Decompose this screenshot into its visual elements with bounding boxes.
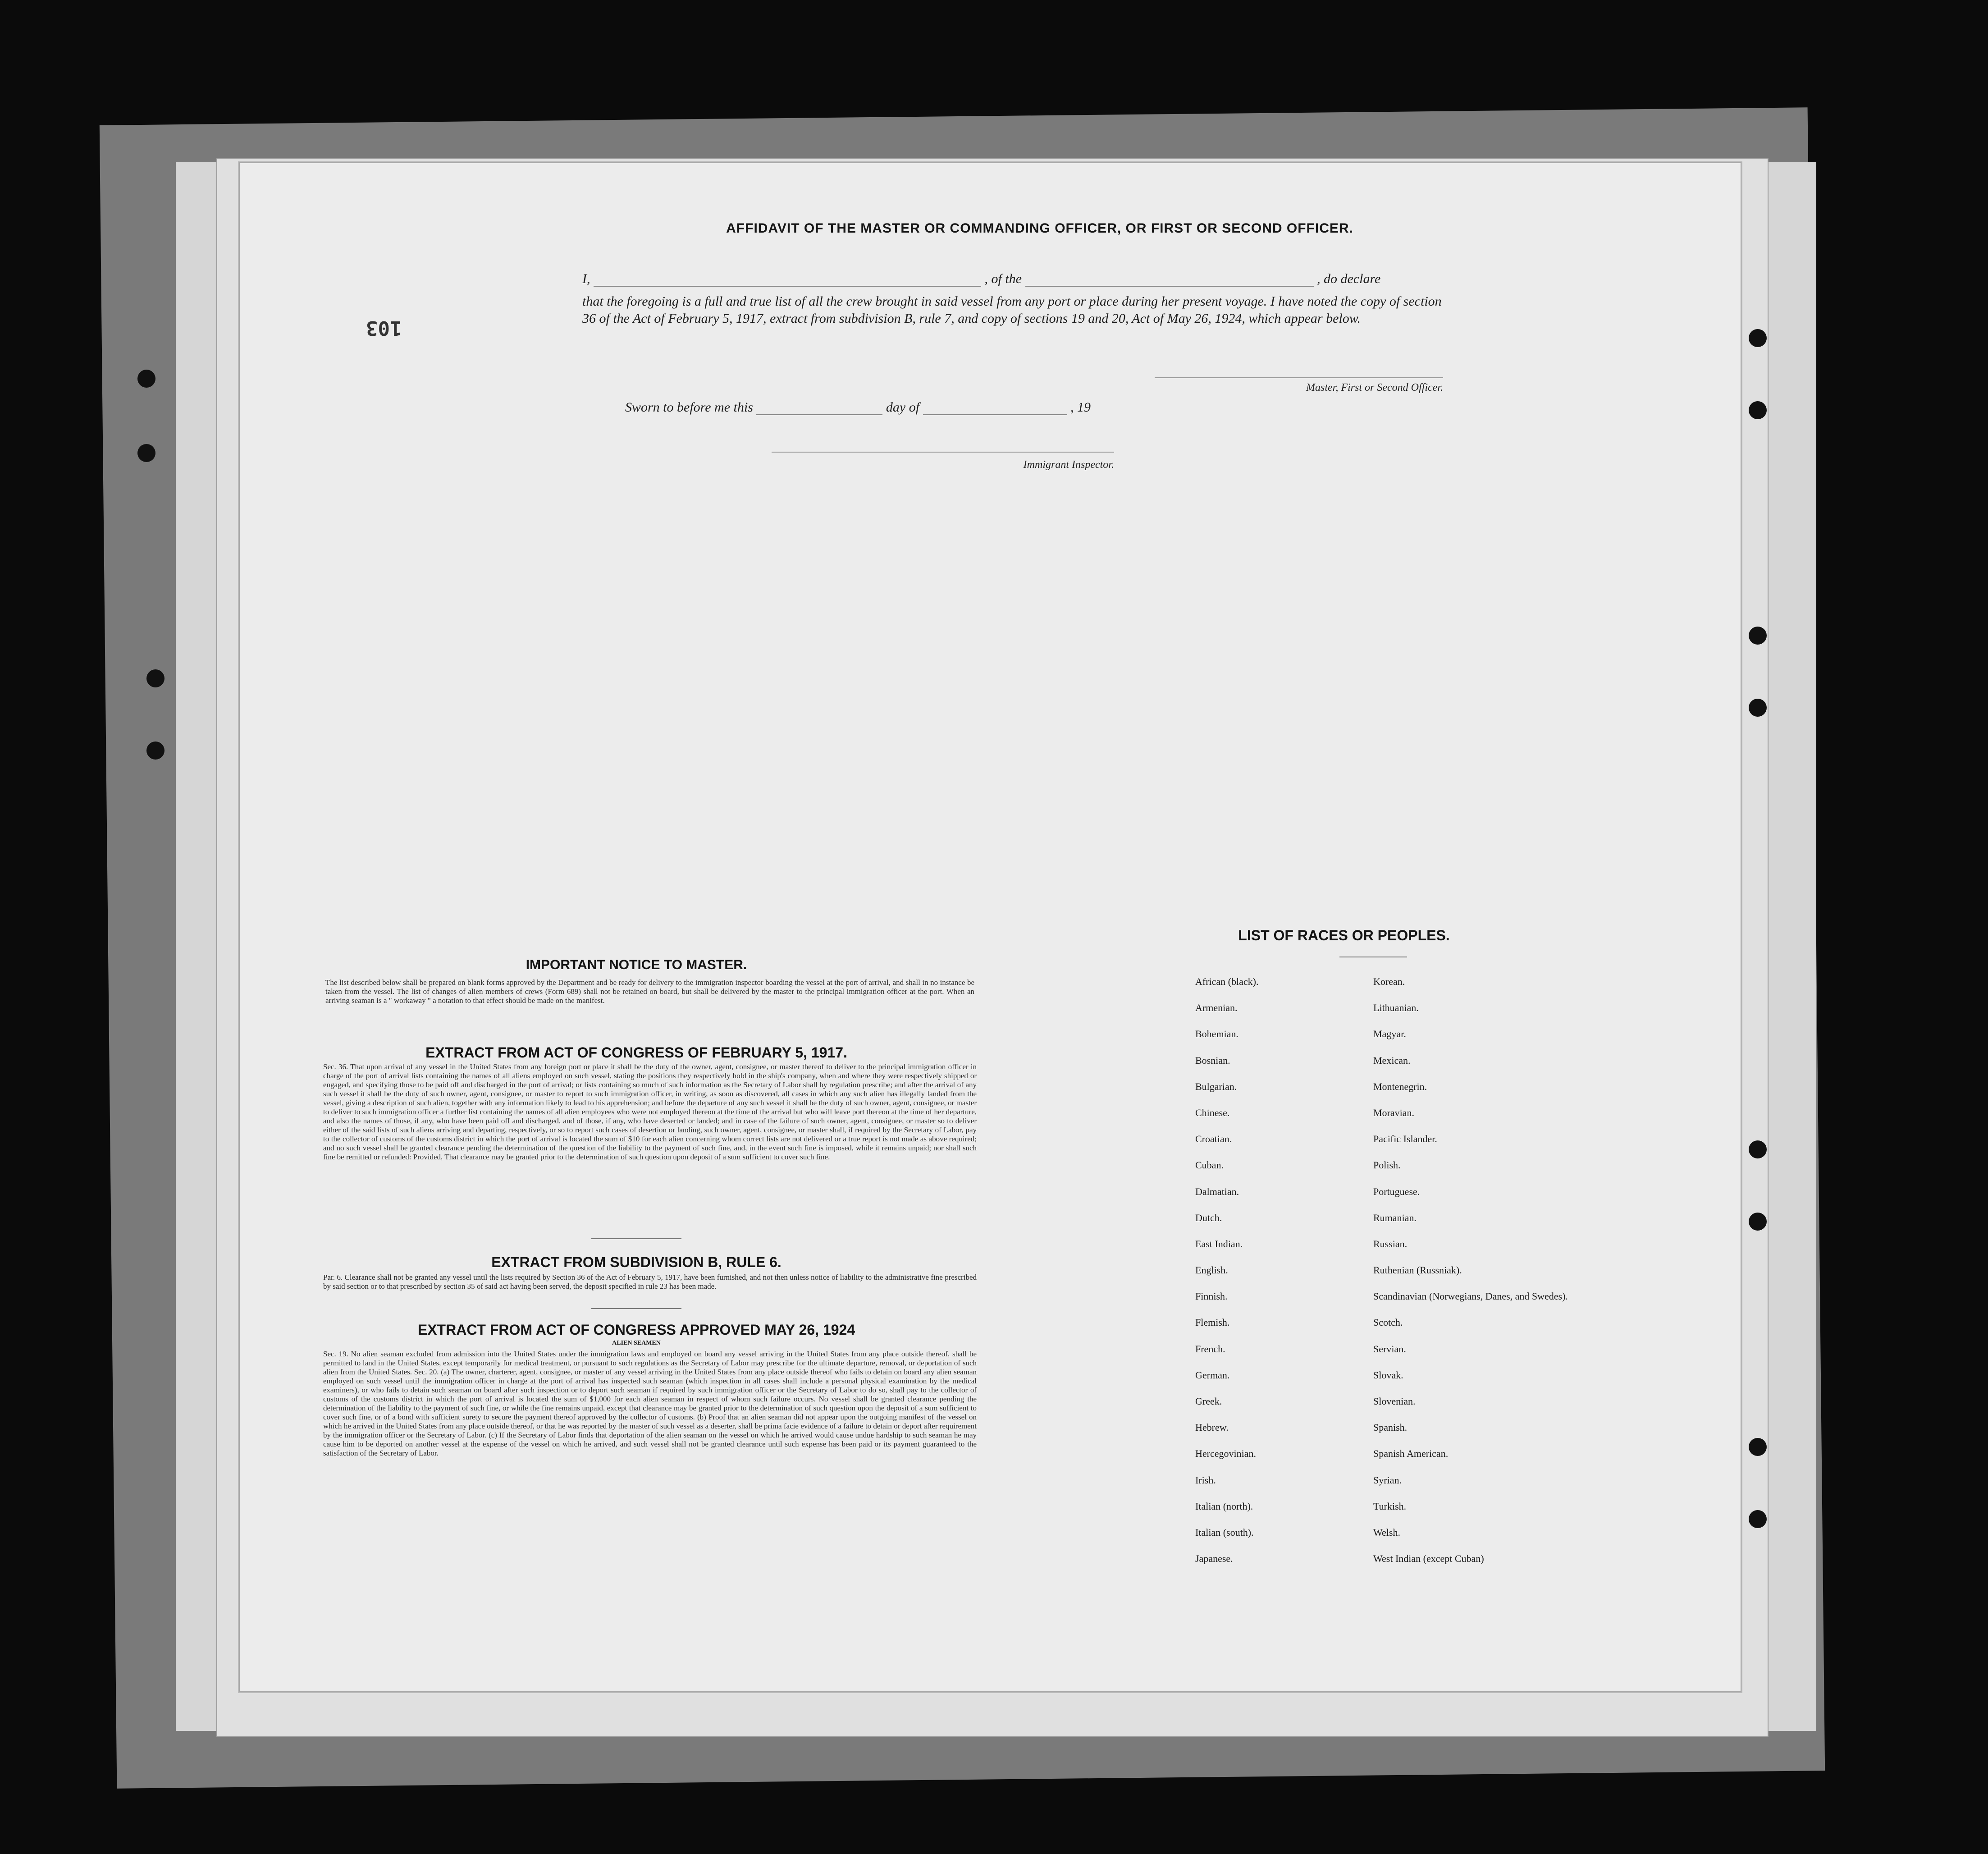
race-item: English. [1195, 1264, 1228, 1276]
race-item: Dalmatian. [1195, 1186, 1239, 1197]
sworn-day: day of [886, 400, 920, 415]
races-right-column [1373, 976, 1568, 1579]
race-item: Chinese. [1195, 1107, 1230, 1118]
race-item: African (black). [1195, 976, 1259, 987]
sworn-month-field[interactable] [923, 403, 1067, 415]
race-item: Japanese. [1195, 1553, 1233, 1565]
sworn-line [625, 400, 1211, 415]
race-item: Russian. [1373, 1238, 1408, 1250]
race-item: Italian (south). [1195, 1526, 1254, 1538]
race-item: Bosnian. [1195, 1054, 1230, 1066]
declaration-body: that the foregoing is a full and true list of all the crew brought in said vessel from any port or place during her present voyage. I have noted the copy of section 36 of the Act of February 5, 1917, extract from subdivision B, rule 7, and copy of sections 19 and 20, Act of May 26, 1924, which appear below. [582, 294, 1442, 326]
race-item: Moravian. [1373, 1107, 1415, 1118]
race-item: Ruthenian (Russniak). [1373, 1264, 1462, 1276]
signature-line[interactable] [1155, 377, 1443, 378]
race-item: Dutch. [1195, 1212, 1222, 1223]
races-left-column [1195, 976, 1258, 1579]
vessel-field[interactable] [1025, 274, 1314, 287]
race-item: West Indian (except Cuban) [1373, 1553, 1484, 1565]
race-item: Flemish. [1195, 1317, 1230, 1328]
race-item: Irish. [1195, 1474, 1216, 1486]
declare-of-the: , of the [984, 271, 1022, 286]
declaration-line [582, 271, 1452, 287]
race-item: East Indian. [1195, 1238, 1243, 1250]
punch-hole [137, 370, 155, 388]
race-item: Bohemian. [1195, 1028, 1239, 1040]
declare-i: I, [582, 271, 590, 286]
page-number: 103 [366, 316, 402, 339]
punch-hole [1749, 401, 1767, 419]
race-item: Hercegovinian. [1195, 1448, 1256, 1460]
race-item: Korean. [1373, 976, 1405, 987]
race-item: Servian. [1373, 1343, 1406, 1355]
race-item: Portuguese. [1373, 1186, 1420, 1197]
extract-1917-heading: EXTRACT FROM ACT OF CONGRESS OF FEBRUARY 5, 1917. [425, 1044, 847, 1061]
race-item: Croatian. [1195, 1133, 1232, 1145]
race-item: Armenian. [1195, 1002, 1238, 1014]
punch-hole [1749, 699, 1767, 717]
race-item: Spanish. [1373, 1422, 1408, 1433]
race-item: German. [1195, 1369, 1230, 1381]
punch-hole [1749, 329, 1767, 347]
race-item: Finnish. [1195, 1291, 1228, 1302]
race-item: Scandinavian (Norwegians, Danes, and Swedes). [1373, 1291, 1568, 1302]
punch-hole [1749, 1213, 1767, 1231]
punch-hole [1749, 1510, 1767, 1528]
notice-heading: IMPORTANT NOTICE TO MASTER. [526, 957, 747, 972]
extract-1924-text: Sec. 19. No alien seaman excluded from admission into the United States under the immigration laws and employed on board any vessel arriving in the United States from any place outside thereof, shall be permitted to land in the United States, except temporarily for medical treatment, or pursuant to such regulations as the Secretary of Labor may prescribe for the ultimate departure, removal, or deportation of such alien from the United States. Sec. 20. (a) The owner, charterer, agent, consignee, or master of any vessel arriving in the United States from any place outside thereof who fails to detain on board any alien seaman employed on such vessel until the immigration officer in charge at the port of arrival has inspected such seaman (which inspection in all cases shall include a personal physical examination by the medical examiners), or who fails to detain such seaman on board after such inspection or to deport such seaman if required by such immigration officer or the Secretary of Labor to do so, shall pay to the collector of customs of the customs district in which the port of arrival is located the sum of $1,000 for each alien seaman in respect of whom such failure occurs. No vessel shall be granted clearance pending the determination of the liability to the payment of such fine, or while the fine remains unpaid, except that clearance may be granted prior to the determination of such question upon the deposit of a sum sufficient to cover such fine, or of a bond with sufficient surety to secure the payment thereof approved by the collector of customs. (b) Proof that an alien seaman did not appear upon the outgoing manifest of the vessel on which he arrived in the United States from any place outside thereof, or that he was reported by the master of such vessel as a deserter, shall be prima facie evidence of a failure to detain or deport after requirement by the immigration officer or the Secretary of Labor. (c) If the Secretary of Labor finds that deportation of the alien seaman on the vessel on which he arrived would cause undue hardship to such seaman he may cause him to be deported on another vessel at the expense of the vessel on which he arrived, and such vessel shall not be granted clearance until such expense has been paid or its payment guaranteed to the satisfaction of the Secretary of Labor. [323, 1350, 977, 1457]
sworn-date-field[interactable] [756, 403, 882, 415]
race-item: Montenegrin. [1373, 1080, 1427, 1092]
signature-caption: Master, First or Second Officer. [1306, 382, 1443, 394]
race-item: Mexican. [1373, 1054, 1411, 1066]
race-item: Rumanian. [1373, 1212, 1417, 1223]
race-item: Cuban. [1195, 1159, 1224, 1171]
race-item: Italian (north). [1195, 1500, 1253, 1512]
race-item: Pacific Islander. [1373, 1133, 1437, 1145]
punch-hole [1749, 1438, 1767, 1456]
punch-hole [146, 742, 165, 760]
race-item: Greek. [1195, 1396, 1222, 1407]
name-field[interactable] [594, 274, 981, 287]
extract-rule6-text: Par. 6. Clearance shall not be granted any vessel until the lists required by Section 36 of the Act of February 5, 1917, have been furnished, and not then unless notice of liability to the administrative fine prescribed by said section or to that prescribed by section 35 of said act having been served, the deposit specified in rule 23 has been made. [323, 1273, 977, 1291]
race-item: French. [1195, 1343, 1225, 1355]
race-item: Syrian. [1373, 1474, 1402, 1486]
extract-1924-heading: EXTRACT FROM ACT OF CONGRESS APPROVED MAY 26, 1924 [417, 1322, 855, 1338]
declare-end: , do declare [1317, 271, 1381, 286]
punch-hole [146, 669, 165, 687]
affidavit-title: AFFIDAVIT OF THE MASTER OR COMMANDING OFFICER, OR FIRST OR SECOND OFFICER. [726, 221, 1353, 236]
race-item: Spanish American. [1373, 1448, 1449, 1460]
divider [591, 1238, 681, 1239]
punch-hole [1749, 1140, 1767, 1158]
race-item: Slovak. [1373, 1369, 1403, 1381]
extract-rule6-heading: EXTRACT FROM SUBDIVISION B, RULE 6. [491, 1254, 781, 1270]
punch-hole [1749, 627, 1767, 645]
race-item: Lithuanian. [1373, 1002, 1419, 1014]
inspector-signature-line[interactable] [772, 452, 1114, 453]
extract-1924-subheading: ALIEN SEAMEN [612, 1340, 661, 1346]
race-item: Hebrew. [1195, 1422, 1229, 1433]
sworn-year: , 19 [1070, 400, 1091, 415]
sworn-prefix: Sworn to before me this [625, 400, 753, 415]
race-item: Welsh. [1373, 1526, 1400, 1538]
race-item: Polish. [1373, 1159, 1401, 1171]
inspector-caption: Immigrant Inspector. [1023, 459, 1114, 471]
race-item: Slovenian. [1373, 1396, 1416, 1407]
extract-1917-text: Sec. 36. That upon arrival of any vessel in the United States from any foreign port or place it shall be the duty of the owner, agent, consignee, or master thereof to deliver to the principal immigration officer in charge of the port of arrival lists containing the names of all aliens employed on such vessel, stating the positions they respectively hold in the ship's company, when and where they were respectively shipped or engaged, and specifying those to be paid off and discharged in the port of arrival; or lists containing so much of such information as the Secretary of Labor shall by regulation prescribe; and after the arrival of any such vessel it shall be the duty of such owner, agent, consignee, or master to report to such immigration officer, in writing, as soon as discovered, all cases in which any such alien has illegally landed from the vessel, giving a description of such alien, together with any information likely to lead to his apprehension; and before the departure of any such vessel it shall be the duty of such owner, agent, consignee, or master to deliver to such immigration officer a further list containing the names of all alien employees who were not employed thereon at the time of the arrival but who will leave port thereon at the time of her departure, and also the names of those, if any, who have been paid off and discharged, and of those, if any, who have deserted or landed; and in case of the failure of such owner, agent, consignee, or master so to deliver either of the said lists of such aliens arriving and departing, respectively, or so to report such cases of desertion or landing, such owner, agent, consignee, or master shall, if required by the Secretary of Labor, pay to the collector of customs of the customs district in which the port of arrival is located the sum of $10 for each alien concerning whom correct lists are not delivered or a true report is not made as above required; and no such vessel shall be granted clearance pending the determination of the question of the liability to the payment of such fine, and, in the event such fine is imposed, while it remains unpaid; nor shall such fine be remitted or refunded: Provided, That clearance may be granted prior to the determination of such question upon deposit of a sum sufficient to cover such fine. [323, 1062, 977, 1161]
race-item: Turkish. [1373, 1500, 1407, 1512]
notice-text: The list described below shall be prepared on blank forms approved by the Department and be ready for delivery to the immigration inspector boarding the vessel at the port of arrival, and shall in no instance be taken from the vessel. The list of changes of alien members of crews (Form 689) shall not be retained on board, but shall be delivered by the master to the principal immigration officer at the port. When an arriving seaman is a " workaway " a notation to that effect should be made on the manifest. [325, 978, 974, 1005]
race-item: Scotch. [1373, 1317, 1403, 1328]
race-item: Magyar. [1373, 1028, 1406, 1040]
divider [591, 1308, 681, 1309]
punch-hole [137, 444, 155, 462]
affidavit-page [239, 162, 1741, 1692]
races-heading: LIST OF RACES OR PEOPLES. [1238, 927, 1450, 943]
race-item: Bulgarian. [1195, 1080, 1237, 1092]
